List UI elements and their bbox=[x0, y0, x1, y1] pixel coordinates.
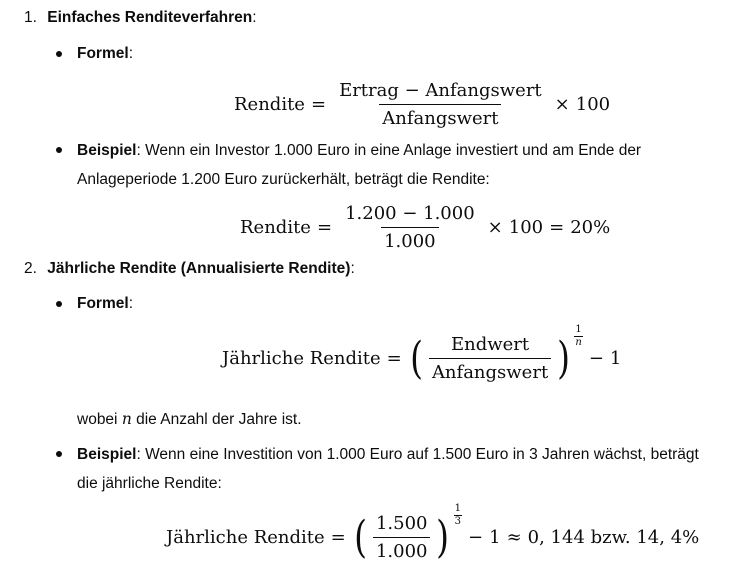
left-paren: ( bbox=[409, 332, 423, 384]
formula-factor: 100 bbox=[508, 217, 544, 238]
section-1-heading bbox=[24, 9, 257, 27]
section-1-formula bbox=[234, 80, 610, 129]
exponent-numerator: 1 bbox=[575, 324, 582, 335]
fraction-numerator: Endwert bbox=[450, 334, 530, 355]
bullet-dot bbox=[56, 301, 62, 307]
formula-one: 1 bbox=[489, 527, 501, 548]
where-note bbox=[77, 410, 302, 429]
formula-equals: = bbox=[316, 217, 333, 238]
formula-equals: = bbox=[386, 348, 402, 369]
formula-result: 0, 144 bzw. 14, 4% bbox=[527, 527, 700, 548]
formula-fraction bbox=[429, 334, 551, 383]
formula-one: 1 bbox=[609, 348, 622, 369]
section-1-formula-label: Formel bbox=[77, 45, 129, 62]
formula-times: × bbox=[554, 94, 570, 115]
exponent-denominator: 3 bbox=[454, 516, 462, 527]
fraction-denominator: Anfangswert bbox=[379, 104, 501, 129]
section-1-example-formula bbox=[240, 203, 610, 252]
section-1-example bbox=[77, 136, 641, 194]
fraction-numerator: 1.200 − 1.000 bbox=[345, 203, 475, 224]
fraction-denominator: Anfangswert bbox=[429, 358, 551, 383]
section-1-number: 1. bbox=[24, 9, 37, 26]
section-2-formula-label: Formel bbox=[77, 295, 129, 312]
formula-fraction bbox=[373, 513, 431, 562]
formula-minus: − bbox=[468, 527, 484, 548]
section-2-heading bbox=[24, 260, 355, 278]
section-1-title-colon: : bbox=[252, 9, 257, 26]
where-prefix: wobei bbox=[77, 411, 122, 428]
formula-fraction bbox=[336, 80, 545, 129]
formula-lhs: Rendite bbox=[240, 217, 311, 238]
left-paren: ( bbox=[353, 511, 367, 563]
section-1-example-label: Beispiel bbox=[77, 142, 137, 159]
bullet-dot bbox=[56, 51, 62, 57]
formula-fraction bbox=[342, 203, 478, 252]
section-2-formula bbox=[222, 324, 622, 384]
exponent-numerator: 1 bbox=[454, 503, 462, 514]
section-2-title: Jährliche Rendite (Annualisierte Rendite) bbox=[47, 260, 351, 277]
fraction-denominator: 1.000 bbox=[373, 537, 431, 562]
section-1-formula-label-row: Formel: bbox=[77, 45, 133, 62]
bullet-dot bbox=[56, 451, 62, 457]
section-1-title: Einfaches Renditeverfahren bbox=[47, 9, 253, 26]
formula-lhs: Jährliche Rendite bbox=[166, 527, 325, 548]
fraction-numerator: Ertrag − Anfangswert bbox=[339, 80, 542, 101]
section-2-formula-label-row: Formel: bbox=[77, 295, 133, 312]
formula-lhs: Rendite bbox=[234, 94, 305, 115]
formula-approx: ≈ bbox=[506, 527, 522, 548]
section-2-example-line2: die jährliche Rendite: bbox=[77, 475, 222, 492]
formula-result: 20% bbox=[570, 217, 611, 238]
exponent-denominator: n bbox=[575, 337, 582, 348]
section-2-number: 2. bbox=[24, 260, 37, 277]
formula-minus: − bbox=[588, 348, 604, 369]
where-suffix: die Anzahl der Jahre ist. bbox=[131, 411, 302, 428]
where-variable: n bbox=[121, 410, 132, 428]
exponent-fraction bbox=[454, 504, 462, 527]
section-2-example bbox=[77, 440, 699, 498]
bullet-dot bbox=[56, 147, 62, 153]
section-2-example-formula bbox=[166, 503, 700, 563]
fraction-numerator: 1.500 bbox=[375, 513, 428, 534]
section-1-example-line2: Anlageperiode 1.200 Euro zurückerhält, beträgt die Rendite: bbox=[77, 171, 490, 188]
formula-lhs: Jährliche Rendite bbox=[222, 348, 381, 369]
section-2-title-colon: : bbox=[350, 260, 355, 277]
exponent-fraction bbox=[574, 325, 582, 348]
formula-factor: 100 bbox=[575, 94, 611, 115]
formula-equals-2: = bbox=[549, 217, 565, 238]
formula-equals: = bbox=[310, 94, 327, 115]
right-paren: ) bbox=[557, 332, 571, 384]
formula-times: × bbox=[487, 217, 503, 238]
section-2-example-label: Beispiel bbox=[77, 446, 137, 463]
formula-equals: = bbox=[330, 527, 346, 548]
section-2-example-line1: : Wenn eine Investition von 1.000 Euro auf 1.500 Euro in 3 Jahren wächst, beträgt bbox=[136, 446, 699, 463]
fraction-denominator: 1.000 bbox=[381, 227, 439, 252]
right-paren: ) bbox=[436, 511, 450, 563]
section-1-example-line1: : Wenn ein Investor 1.000 Euro in eine Anlage investiert und am Ende der bbox=[136, 142, 642, 159]
